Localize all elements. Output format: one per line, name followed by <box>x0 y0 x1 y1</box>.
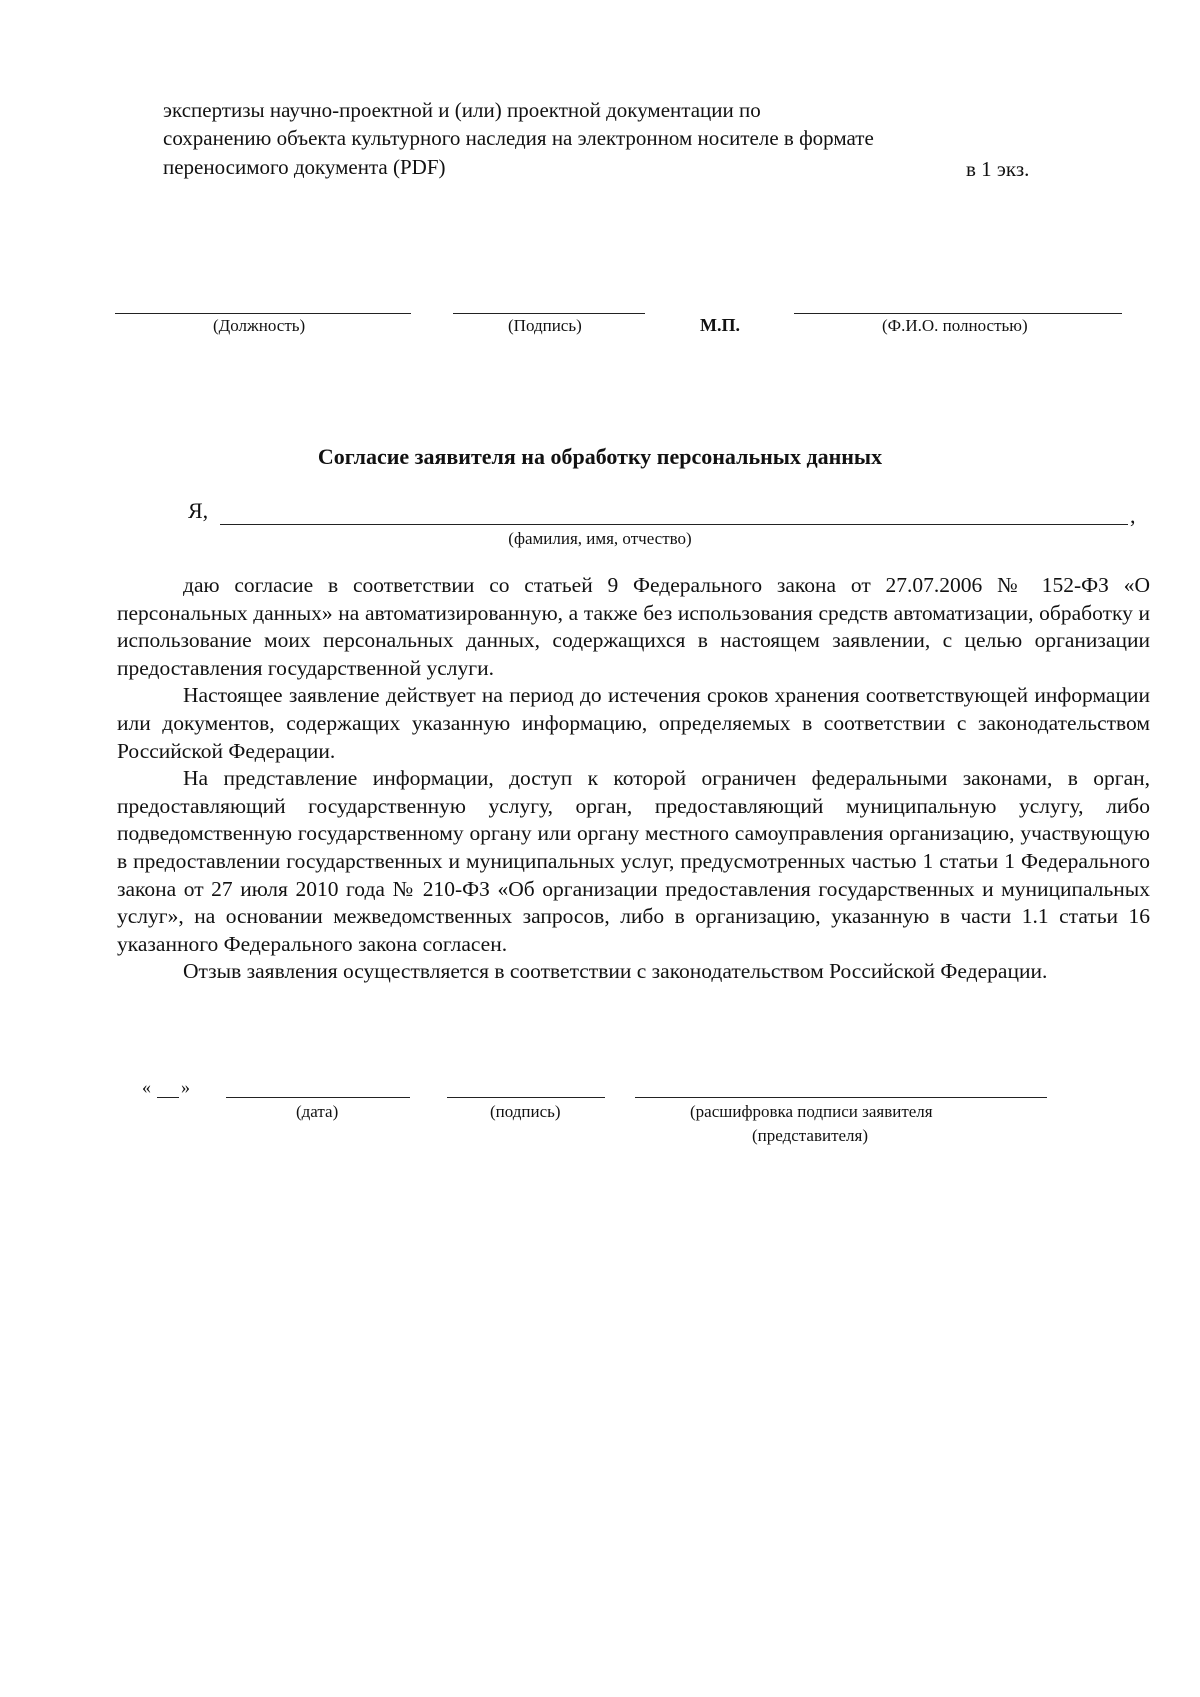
stamp-mark: М.П. <box>700 315 740 335</box>
signature-line <box>453 313 645 314</box>
fio-comma: , <box>1130 503 1136 528</box>
fio-line[interactable] <box>220 524 1128 525</box>
date-line[interactable] <box>226 1097 410 1098</box>
fullname-caption: (Ф.И.О. полностью) <box>882 316 1028 335</box>
consent-paragraph-1: даю согласие в соответствии со статьей 9 Федерального закона от 27.07.2006 № 152-ФЗ «О персональных данных» на автоматизированную, а также без использования средств автоматизации, обработку и использование моих персональных данных, содержащихся в настоящем заявлении, с целью организации предоставления государственной услуги. <box>117 573 1150 680</box>
signature-decode-line[interactable] <box>635 1097 1047 1098</box>
date-close-quote: » <box>181 1077 190 1097</box>
date-day-line[interactable] <box>157 1097 179 1098</box>
decode-caption-line-2: (представителя) <box>752 1126 869 1145</box>
position-line <box>115 313 411 314</box>
fullname-line <box>794 313 1122 314</box>
date-caption: (дата) <box>296 1102 339 1121</box>
header-line-2: сохранению объекта культурного наследия на электронном носителе в формате <box>163 126 874 150</box>
consent-paragraph-3: На представление информации, доступ к которой ограничен федеральными законами, в орган, предоставляющий государственную услугу, орган, предоставляющий муниципальную услугу, либо подведомственную государственному органу или органу местного самоуправления организацию, участвующую в предоставлении государственных и муниципальных услуг, предусмотренных частью 1 статьи 1 Федерального закона от 27 июля 2010 года № 210-ФЗ «Об организации предоставления государственных и муниципальных услуг», на основании межведомственных запросов, либо в организацию, указанную в части 1.1 статьи 16 указанного Федерального закона согласен. <box>117 766 1150 956</box>
date-open-quote: « <box>142 1077 151 1097</box>
fio-caption: (фамилия, имя, отчество) <box>508 529 692 548</box>
consent-title: Согласие заявителя на обработку персональных данных <box>317 444 883 469</box>
position-caption: (Должность) <box>213 316 306 335</box>
copies-count: в 1 экз. <box>966 157 1030 181</box>
consent-body <box>117 572 1150 986</box>
consent-paragraph-2: Настоящее заявление действует на период до истечения сроков хранения соответствующей информации или документов, содержащих указанную информацию, определяемых в соответствии с законодательством Российской Федерации. <box>117 683 1150 763</box>
consent-paragraph-4: Отзыв заявления осуществляется в соответствии с законодательством Российской Федерации. <box>183 959 1048 984</box>
signature-caption: (Подпись) <box>508 316 582 335</box>
applicant-signature-line[interactable] <box>447 1097 605 1098</box>
decode-caption-line-1: (расшифровка подписи заявителя <box>690 1102 933 1121</box>
ya-label: Я, <box>188 498 209 523</box>
header-line-3: переносимого документа (PDF) <box>163 155 446 179</box>
header-line-1: экспертизы научно-проектной и (или) проектной документации по <box>163 98 761 122</box>
applicant-signature-caption: (подпись) <box>490 1102 561 1121</box>
